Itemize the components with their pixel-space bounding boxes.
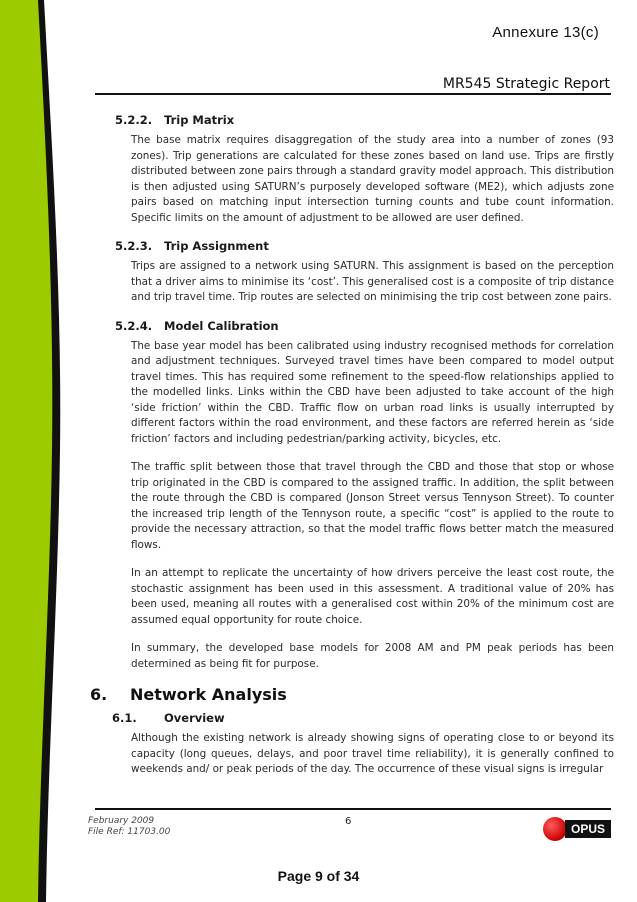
- footer-file-ref: File Ref: 11703.00: [88, 827, 171, 837]
- paragraph-calibration-4: In summary, the developed base models for 2008 AM and PM peak periods has been determined as being fit for purpose.: [131, 642, 614, 670]
- document-body: [86, 113, 614, 791]
- heading-model-calibration: [115, 319, 614, 333]
- paragraph-calibration-3: In an attempt to replicate the uncertainty of how drivers perceive the least cost route, the stochastic assignment has been used in this assessment. A traditional value of 20% has been used, meaning all routes with a generalised cost within 20% of the minimum cost are assumed equal opportunity for route choice.: [131, 567, 614, 626]
- footer-page-number: 6: [345, 816, 352, 827]
- heading-title: Model Calibration: [164, 318, 279, 333]
- logo-wordmark: OPUS: [565, 820, 611, 838]
- annexure-label: Annexure 13(c): [492, 24, 599, 41]
- paragraph-overview: Although the existing network is already showing signs of operating close to or beyond its capacity (long queues, delays, and poor travel time reliability), it is generally confined to weekends and/ or peak periods of the day. The occurrence of these visual signs is irregular: [131, 732, 614, 775]
- heading-number: 5.2.4.: [115, 318, 153, 333]
- heading-title: Trip Matrix: [164, 113, 235, 127]
- footer-rule: [95, 808, 611, 810]
- page-indicator: Page 9 of 34: [277, 868, 360, 884]
- paragraph-trip-assignment: Trips are assigned to a network using SATURN. This assignment is based on the perception that a driver aims to minimise its ‘cost’. This generalised cost is a composite of trip distance and trip travel time. Trip routes are selected on minimising the trip cost between zone pairs.: [131, 260, 614, 303]
- heading-number: 6.: [90, 685, 108, 704]
- paragraph-trip-matrix: The base matrix requires disaggregation of the study area into a number of zones (93 zones). Trip generations are calculated for these zones based on land use. Trips are firstly distributed between zone pairs through a standard gravity model approach. This distribution is then adjusted using SATURN’s purposely developed software (ME2), which adjusts zone pairs based on matching input intersection turning counts and tube count information. Specific limits on the amount of adjustment to be allowed are user defined.: [131, 134, 614, 224]
- decorative-side-stripe: [0, 0, 70, 902]
- heading-title: Trip Assignment: [164, 239, 269, 253]
- report-title: MR545 Strategic Report: [442, 76, 610, 92]
- logo-ball-icon: [543, 817, 567, 841]
- heading-number: 5.2.3.: [115, 239, 153, 253]
- footer-date: February 2009: [88, 816, 155, 826]
- heading-overview: [112, 711, 614, 725]
- opus-logo: [543, 816, 613, 842]
- paragraph-calibration-1: The base year model has been calibrated using industry recognised methods for correlation and adjustment techniques. Surveyed travel times have been compared to model output travel times. This has required some refinement to the speed-flow relationships applied to the modelled links. Links within the CBD have been adjusted to take account of the high ‘side friction’ within the CBD. Traffic flow on urban road links is usually interrupted by different factors within the road environment, and these factors are referred herein as ‘side friction’ factors and including pedestrian/parking activity, bicycles, etc.: [131, 339, 614, 445]
- heading-title: Network Analysis: [130, 685, 287, 704]
- header-rule: [95, 93, 611, 95]
- paragraph-calibration-2: The traffic split between those that travel through the CBD and those that stop or whose trip originated in the CBD is compared to the assigned traffic. In addition, the split between the route through the CBD is compared (Jonson Street versus Tennyson Street). To counter the increased trip length of the Tennyson route, a specific “cost” is applied to the route to provide the necessary attraction, so that the model traffic flows better match the measured flows.: [131, 461, 614, 551]
- heading-number: 5.2.2.: [115, 113, 153, 127]
- heading-number: 6.1.: [112, 711, 137, 725]
- heading-trip-assignment: [115, 239, 614, 253]
- heading-title: Overview: [164, 711, 225, 725]
- heading-trip-matrix: [115, 113, 614, 127]
- heading-network-analysis: [90, 685, 614, 704]
